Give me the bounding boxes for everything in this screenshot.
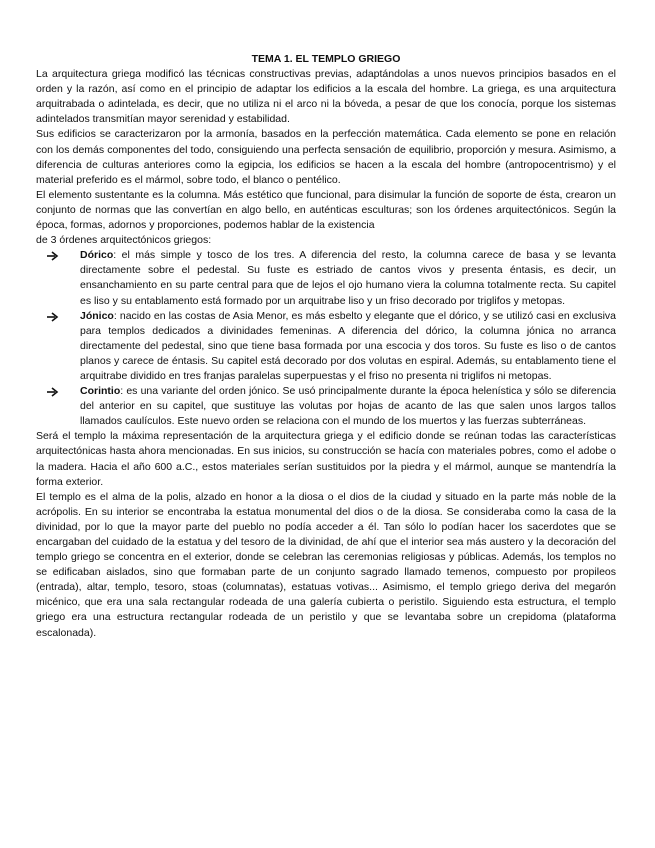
paragraph-temple: Será el templo la máxima representación de la arquitectura griega y el edificio donde se reúnan todas las características arquitectónicas hasta ahora mencionadas. En sus inicios, su construcción se hacía con materiales pobres, como el adobe o la madera. Hacia el año 600 a.C., estos materiales serían sustituidos por la piedra y el mármol, aunque se mantendría la forma exterior. bbox=[36, 430, 616, 488]
list-item-ionic bbox=[36, 309, 616, 384]
orders-list bbox=[36, 248, 616, 429]
arrow-bullet-icon bbox=[46, 248, 60, 263]
arrow-bullet-icon bbox=[46, 309, 60, 324]
order-name: Jónico bbox=[80, 309, 114, 322]
order-description: : es una variante del orden jónico. Se usó principalmente durante la época helenística y sólo se diferencia del anterior en su capitel, que sustituye las volutas por hojas de acanto de las que salen unos largos tallos llamados caulículos. Este nuevo orden se relaciona con el mundo de los muertos y las fuerzas subterráneas. bbox=[80, 385, 616, 428]
paragraph-orders-intro-tail: de 3 órdenes arquitectónicos griegos: bbox=[36, 234, 212, 247]
paragraph-orders-intro: El elemento sustentante es la columna. Más estético que funcional, para disimular la función de soporte de ésta, crearon un conjunto de normas que las convertían en algo bello, en auténticas esculturas; son los órdenes arquitectónicos. Según la época, formas, adornos y proporciones, podemos hablar de la existencia bbox=[36, 188, 616, 232]
arrow-bullet-icon bbox=[46, 384, 60, 399]
paragraph-intro: La arquitectura griega modificó las técnicas constructivas previas, adaptándolas a unos nuevos principios basados en el orden y la razón, así como en el principio de adaptar los edificios a la escala del hombre. La griega, es una arquitectura arquitrabada o adintelada, es decir, que no utiliza ni el arco ni la bóveda, a pesar de que los conocía, porque los sistemas adintelados transmitían mayor serenidad y estabilidad. bbox=[36, 68, 616, 126]
order-description: : nacido en las costas de Asia Menor, es más esbelto y elegante que el dórico, y se utilizó casi en exclusiva para templos dedicados a divinidades femeninas. A diferencia del dórico, la columna jónica no arranca directamente del pedestal, sino que tiene basa formada por una escocia y dos toros. Su fuste es liso o de cantos planos y carece de éntasis. Su capitel está decorado por dos volutas en espiral. Además, su entablamento tiene el arquitrabe dividido en tres franjas paralelas superpuestas y el friso no presenta ni triglifos ni metopas. bbox=[80, 309, 616, 382]
document-page bbox=[36, 52, 616, 641]
page-title: TEMA 1. EL TEMPLO GRIEGO bbox=[251, 53, 401, 65]
order-name: Dórico bbox=[80, 249, 114, 262]
order-name: Corintio bbox=[80, 385, 121, 398]
list-item-corinthian bbox=[36, 384, 616, 429]
paragraph-harmony: Sus edificios se caracterizaron por la armonía, basados en la perfección matemática. Cada elemento se pone en relación con los demás componentes del todo, consiguiendo una perfecta sensación de equilibrio, proporción y mesura. Asimismo, a diferencia de culturas anteriores como la egipcia, los edificios se hacen a la escala del hombre (antropocentrismo) y el material preferido es el mármol, sobre todo, el blanco o pentélico. bbox=[36, 128, 616, 186]
list-item-doric bbox=[36, 248, 616, 308]
order-description: : el más simple y tosco de los tres. A diferencia del resto, la columna carece de basa y se levanta directamente sobre el pedestal. Su fuste es estriado de cantos vivos y presenta éntasis, es decir, un ensanchamiento en su parte central para que de lejos el ojo humano viera la columna totalmente recta. Su capitel es liso y su entablamento está formado por un arquitrabe liso y un friso decorado por triglifos y metopas. bbox=[80, 249, 616, 307]
paragraph-polis: El templo es el alma de la polis, alzado en honor a la diosa o el dios de la ciudad y situado en la parte más noble de la acrópolis. En su interior se encontraba la estatua monumental del dios o de la diosa. Se consideraba como la casa de la divinidad, por lo que la mayor parte del pueblo no podía acceder a él. Tan sólo lo podían hacer los sacerdotes que se encargaban del cuidado de la estatua y del tesoro de la divinidad, de ahí que el interior sea más austero y la decoración del templo griego se concentra en el exterior, donde se celebran las ceremonias religiosas y públicas. Además, los templos no se edificaban aislados, sino que formaban parte de un conjunto sagrado llamado temenos, compuesto por propileos (entrada), altar, templo, tesoro, stoas (columnatas), estatuas votivas... Asimismo, el templo griego deriva del megarón micénico, que era una sala rectangular rodeada de una galería cubierta o peristilo. Siguiendo esta estructura, el templo griego era una estructura rectangular rodeada de un peristilo y que se levantaba sobre un crepidoma (plataforma escalonada). bbox=[36, 490, 616, 639]
